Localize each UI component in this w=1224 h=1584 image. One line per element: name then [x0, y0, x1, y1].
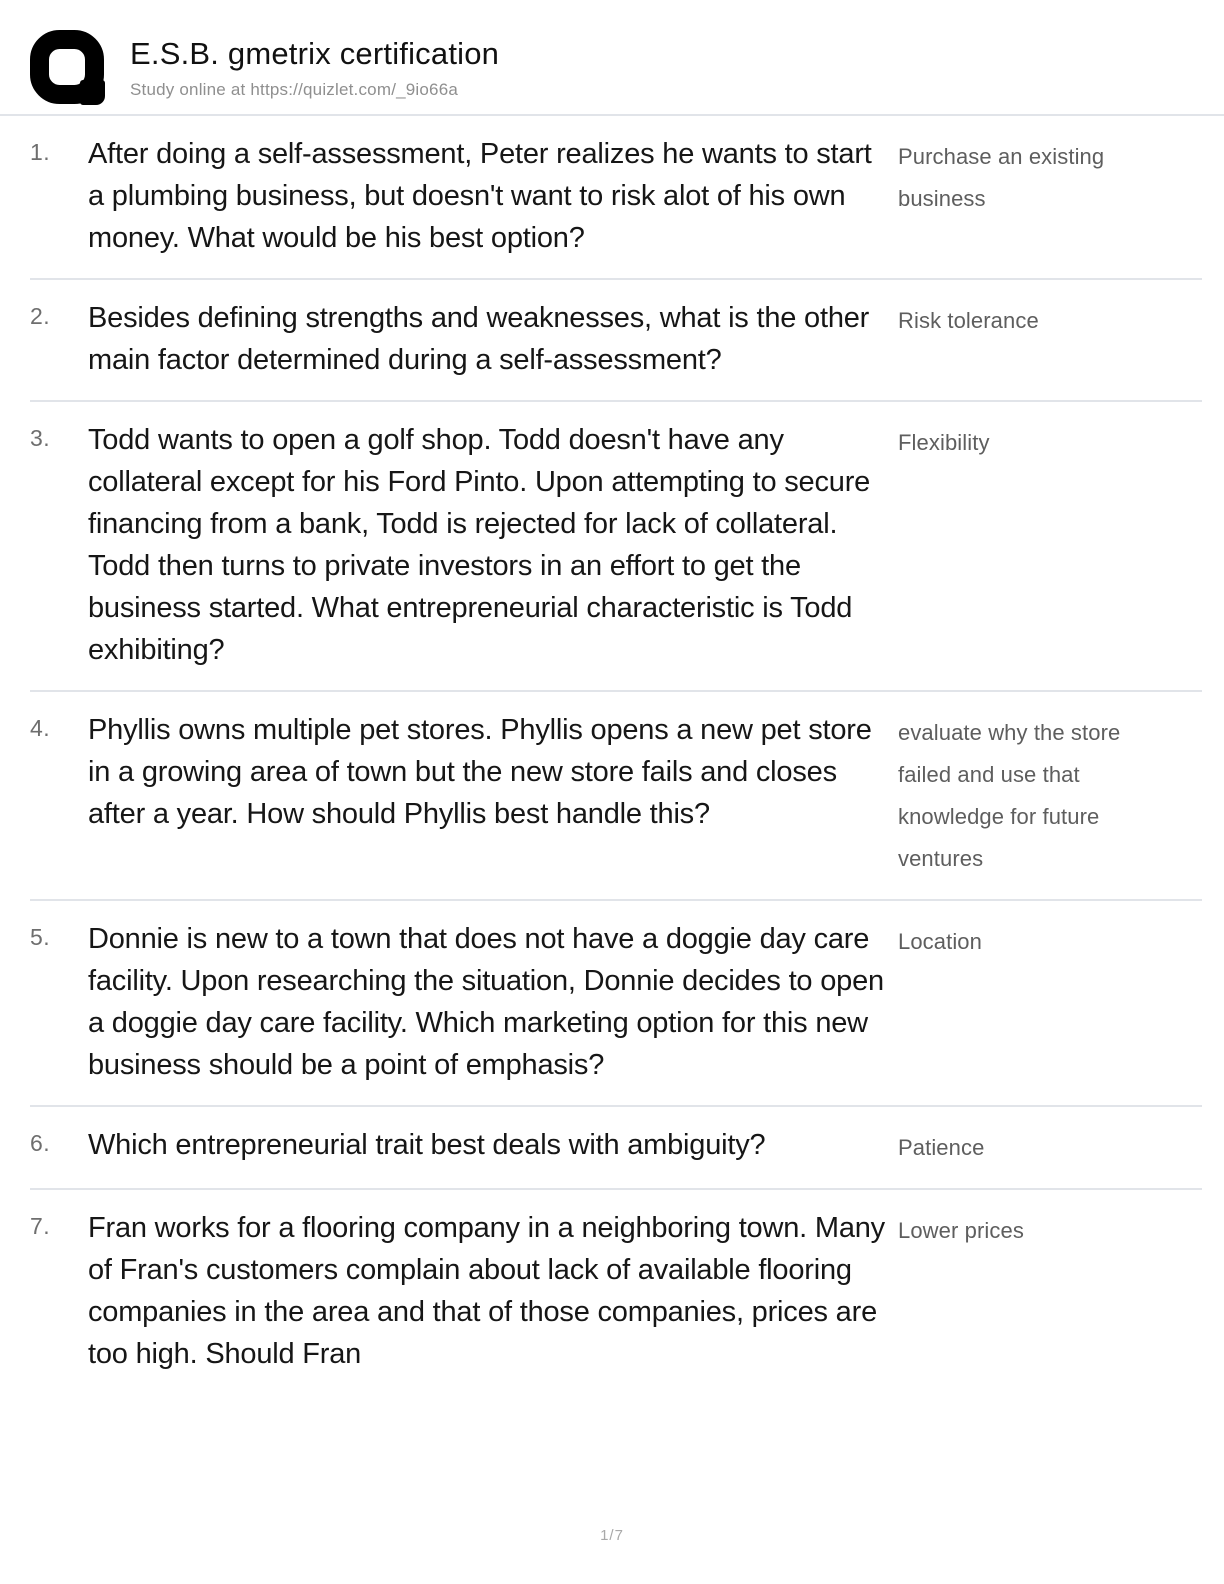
question-row — [30, 116, 1202, 280]
study-online-link[interactable]: Study online at https://quizlet.com/_9io66a — [130, 80, 459, 99]
question-number: 7. — [30, 1213, 51, 1239]
question-number: 5. — [30, 924, 51, 950]
quizlet-q-tail — [80, 80, 105, 105]
answer-text: Risk tolerance — [898, 308, 1039, 333]
quizlet-logo-icon — [30, 30, 104, 104]
question-text: After doing a self-assessment, Peter realizes he wants to start a plumbing business, but doesn't want to risk alot of his own money. What would be his best option? — [88, 138, 872, 254]
question-text: Donnie is new to a town that does not have a doggie day care facility. Upon researching the situation, Donnie decides to open a doggie day care facility. Which marketing option for this new business should be a point of emphasis? — [88, 923, 884, 1081]
page-footer — [0, 1527, 1224, 1544]
answer-text: evaluate why the store failed and use that knowledge for future ventures — [898, 720, 1121, 871]
header-text — [130, 30, 499, 100]
question-row — [30, 402, 1202, 692]
question-number: 6. — [30, 1130, 51, 1156]
answer-text: Purchase an existing business — [898, 144, 1105, 211]
answer-text: Patience — [898, 1135, 985, 1160]
answer-text: Flexibility — [898, 430, 990, 455]
question-row — [30, 692, 1202, 901]
question-row — [30, 280, 1202, 402]
question-number: 3. — [30, 425, 51, 451]
question-list — [30, 116, 1202, 1394]
question-row — [30, 1190, 1202, 1394]
question-text: Phyllis owns multiple pet stores. Phyllis opens a new pet store in a growing area of town but the new store fails and closes after a year. How should Phyllis best handle this? — [88, 714, 872, 830]
question-text: Besides defining strengths and weaknesses, what is the other main factor determined during a self-assessment? — [88, 302, 870, 376]
page-indicator: 1/7 — [600, 1527, 624, 1544]
question-text: Todd wants to open a golf shop. Todd doesn't have any collateral except for his Ford Pinto. Upon attempting to secure financing from a bank, Todd is rejected for lack of collateral. Todd then turns to private investors in an effort to get the business started. What entrepreneurial characteristic is Todd exhibiting? — [88, 424, 871, 666]
question-text: Which entrepreneurial trait best deals with ambiguity? — [88, 1129, 766, 1161]
question-number: 1. — [30, 139, 51, 165]
answer-text: Location — [898, 929, 982, 954]
question-number: 4. — [30, 715, 51, 741]
answer-text: Lower prices — [898, 1218, 1024, 1243]
question-row — [30, 901, 1202, 1107]
question-text: Fran works for a flooring company in a neighboring town. Many of Fran's customers complain about lack of available flooring companies in the area and that of those companies, prices are too high. Should Fran — [88, 1212, 885, 1370]
question-row — [30, 1107, 1202, 1190]
header — [0, 0, 1224, 116]
page-title: E.S.B. gmetrix certification — [130, 36, 500, 71]
question-number: 2. — [30, 303, 51, 329]
